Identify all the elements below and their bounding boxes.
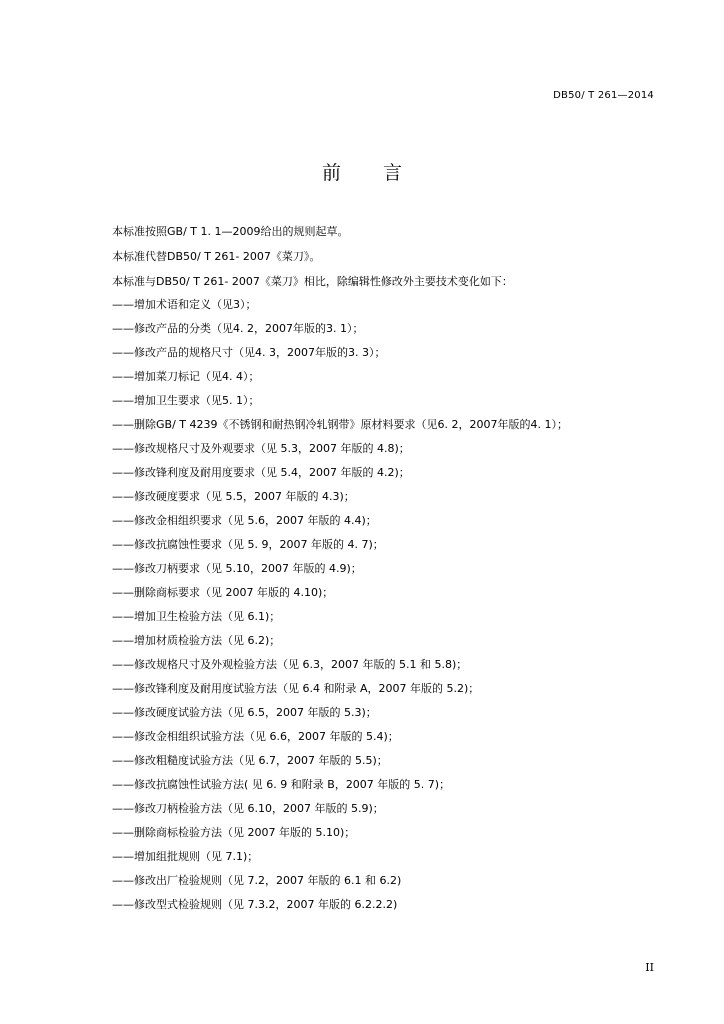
change-item: ——增加卫生检验方法（见 6.1)； xyxy=(112,610,281,623)
intro-paragraph-replaces: 本标准代替DB50/ T 261- 2007《菜刀》。 xyxy=(112,250,321,263)
change-item: ——增加卫生要求（见5. 1）； xyxy=(112,394,260,407)
change-item: ——增加组批规则（见 7.1)； xyxy=(112,850,259,863)
change-item: ——修改刀柄检验方法（见 6.10，2007 年版的 5.9)； xyxy=(112,802,384,815)
page-number: II xyxy=(645,961,654,974)
changes-list xyxy=(112,298,672,912)
change-item: ——增加菜刀标记（见4. 4）； xyxy=(112,370,260,383)
change-item: ——修改锋利度及耐用度试验方法（见 6.4 和附录 A，2007 年版的 5.2)； xyxy=(112,682,480,695)
standard-code-header: DB50/ T 261—2014 xyxy=(553,90,654,101)
change-item: ——修改抗腐蚀性要求（见 5. 9，2007 年版的 4. 7)； xyxy=(112,538,384,551)
change-item: ——增加材质检验方法（见 6.2)； xyxy=(112,634,281,647)
document-body xyxy=(112,225,672,922)
page-title: 前言 xyxy=(321,162,444,184)
intro-paragraph-changes: 本标准与DB50/ T 261- 2007《菜刀》相比，除编辑性修改外主要技术变化如下： xyxy=(112,275,513,288)
change-item: ——修改产品的分类（见4. 2，2007年版的3. 1）； xyxy=(112,322,364,335)
change-item: ——删除商标要求（见 2007 年版的 4.10)； xyxy=(112,586,334,599)
change-item: ——修改规格尺寸及外观要求（见 5.3，2007 年版的 4.8)； xyxy=(112,442,410,455)
change-item: ——修改刀柄要求（见 5.10，2007 年版的 4.9)； xyxy=(112,562,362,575)
change-item: ——修改硬度试验方法（见 6.5，2007 年版的 5.3)； xyxy=(112,706,377,719)
change-item: ——修改产品的规格尺寸（见4. 3，2007年版的3. 3）； xyxy=(112,346,386,359)
change-item: ——修改金相组织要求（见 5.6，2007 年版的 4.4)； xyxy=(112,514,377,527)
change-item: ——修改型式检验规则（见 7.3.2，2007 年版的 6.2.2.2) xyxy=(112,898,398,911)
change-item: ——删除商标检验方法（见 2007 年版的 5.10)； xyxy=(112,826,356,839)
change-item: ——修改硬度要求（见 5.5，2007 年版的 4.3)； xyxy=(112,490,355,503)
change-item: ——删除GB/ T 4239《不锈钢和耐热钢冷轧钢带》原材料要求（见6. 2，2007年版的4. 1）； xyxy=(112,418,568,431)
intro-paragraph-drafting-rule: 本标准按照GB/ T 1. 1—2009给出的规则起草。 xyxy=(112,225,349,238)
change-item: ——修改金相组织试验方法（见 6.6，2007 年版的 5.4)； xyxy=(112,730,399,743)
change-item: ——增加术语和定义（见3）； xyxy=(112,298,257,311)
change-item: ——修改抗腐蚀性试验方法( 见 6. 9 和附录 B，2007 年版的 5. 7)； xyxy=(112,778,451,791)
change-item: ——修改粗糙度试验方法（见 6.7，2007 年版的 5.5)； xyxy=(112,754,388,767)
change-item: ——修改规格尺寸及外观检验方法（见 6.3，2007 年版的 5.1 和 5.8)； xyxy=(112,658,468,671)
change-item: ——修改出厂检验规则（见 7.2，2007 年版的 6.1 和 6.2) xyxy=(112,874,402,887)
change-item: ——修改锋利度及耐用度要求（见 5.4，2007 年版的 4.2)； xyxy=(112,466,410,479)
